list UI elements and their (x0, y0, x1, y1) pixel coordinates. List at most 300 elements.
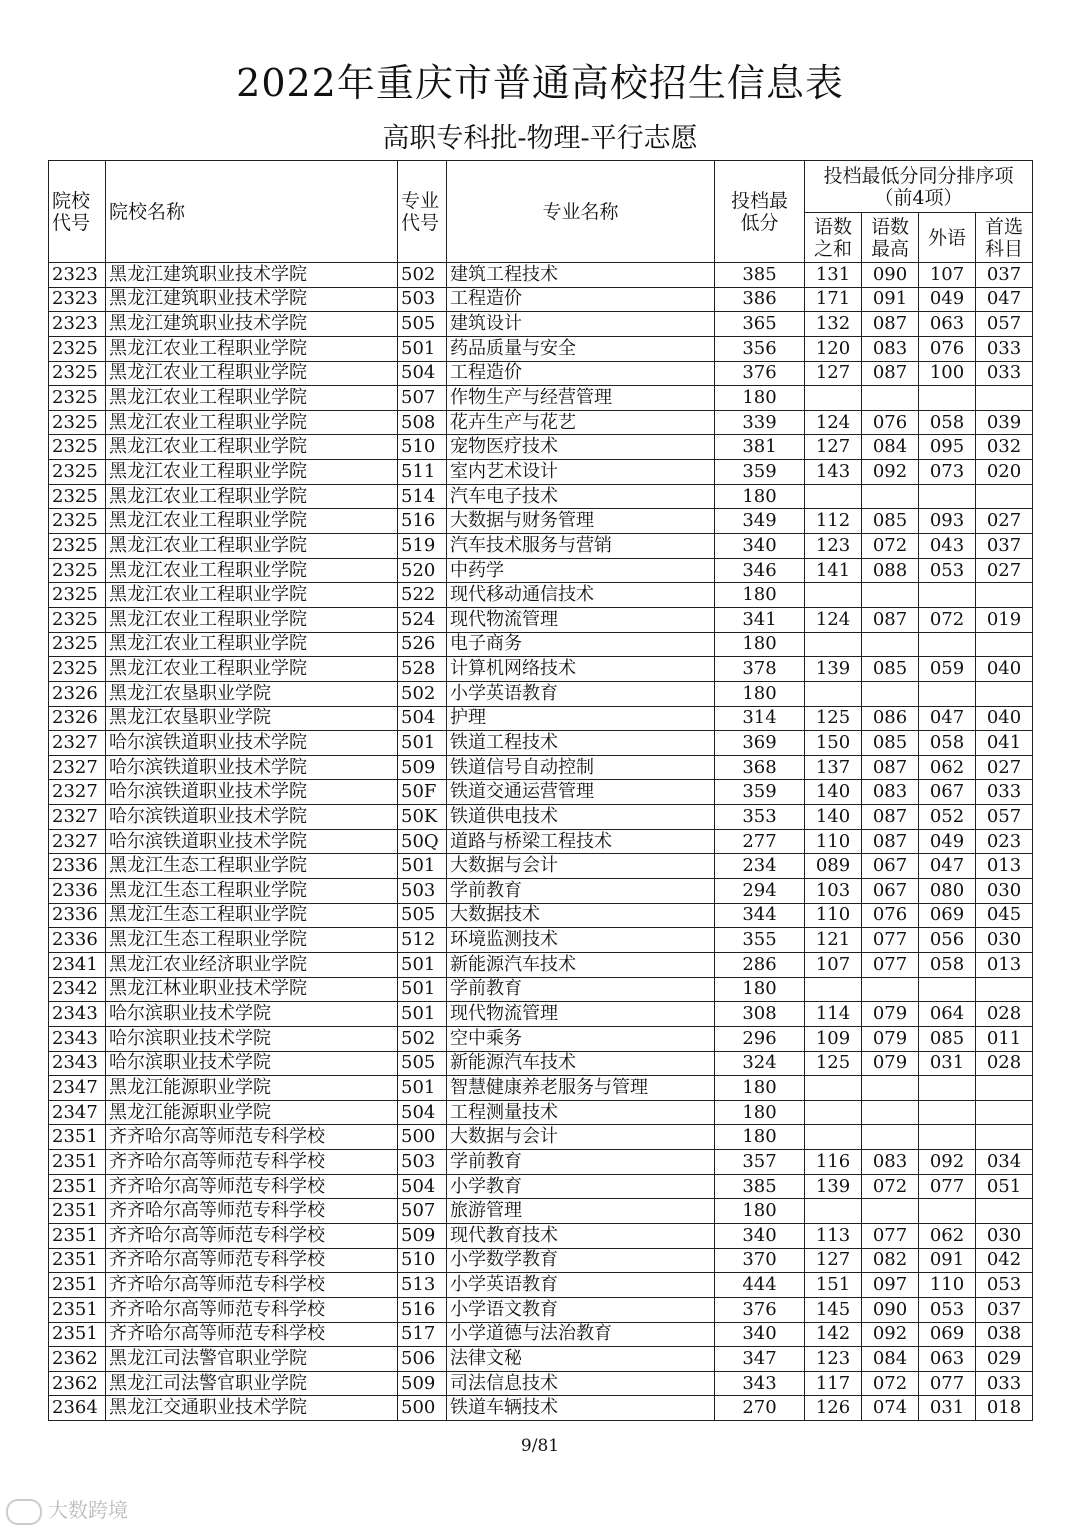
cell-yushu-max: 084 (862, 1347, 919, 1372)
cell-school-name: 黑龙江农垦职业学院 (106, 706, 398, 731)
cell-school-code: 2343 (49, 1002, 106, 1027)
table-row (49, 1150, 1033, 1175)
cell-school-code: 2325 (49, 460, 106, 485)
cell-major-name: 大数据与会计 (447, 854, 715, 879)
cell-yushu-sum (805, 977, 862, 1002)
cell-school-code: 2351 (49, 1273, 106, 1298)
cell-min-score: 344 (715, 903, 805, 928)
cell-major-name: 学前教育 (447, 879, 715, 904)
cell-major-name: 花卉生产与花艺 (447, 410, 715, 435)
cell-school-code: 2362 (49, 1347, 106, 1372)
table-row (49, 484, 1033, 509)
cell-waiyu: 091 (919, 1248, 976, 1273)
table-row (49, 1026, 1033, 1051)
cell-min-score: 180 (715, 1199, 805, 1224)
cell-major-code: 500 (398, 1125, 447, 1150)
cell-major-name: 新能源汽车技术 (447, 1051, 715, 1076)
cell-major-code: 502 (398, 263, 447, 288)
cell-yushu-max: 077 (862, 928, 919, 953)
cell-min-score: 180 (715, 386, 805, 411)
cell-major-code: 50K (398, 805, 447, 830)
cell-min-score: 368 (715, 755, 805, 780)
cell-yushu-sum: 171 (805, 287, 862, 312)
cell-waiyu: 052 (919, 805, 976, 830)
cell-school-code: 2336 (49, 903, 106, 928)
cell-shouxuan: 045 (976, 903, 1033, 928)
cell-school-code: 2325 (49, 361, 106, 386)
cell-yushu-sum: 121 (805, 928, 862, 953)
cell-school-name: 黑龙江农业工程职业学院 (106, 657, 398, 682)
cell-school-code: 2325 (49, 632, 106, 657)
cell-major-code: 507 (398, 1199, 447, 1224)
cell-waiyu: 063 (919, 312, 976, 337)
cell-school-code: 2327 (49, 805, 106, 830)
cell-major-code: 516 (398, 1297, 447, 1322)
cell-school-name: 黑龙江建筑职业技术学院 (106, 263, 398, 288)
cell-school-name: 黑龙江交通职业技术学院 (106, 1396, 398, 1421)
cell-yushu-max: 087 (862, 361, 919, 386)
cell-yushu-sum: 143 (805, 460, 862, 485)
cell-yushu-max: 083 (862, 780, 919, 805)
cell-yushu-sum: 145 (805, 1297, 862, 1322)
cell-major-code: 505 (398, 1051, 447, 1076)
cell-waiyu (919, 681, 976, 706)
cell-waiyu: 043 (919, 534, 976, 559)
cell-major-code: 513 (398, 1273, 447, 1298)
cell-school-code: 2351 (49, 1248, 106, 1273)
cell-yushu-sum: 141 (805, 558, 862, 583)
cell-major-name: 铁道工程技术 (447, 731, 715, 756)
cell-min-score: 347 (715, 1347, 805, 1372)
table-row (49, 1199, 1033, 1224)
cell-school-name: 黑龙江能源职业学院 (106, 1100, 398, 1125)
cell-waiyu (919, 1076, 976, 1101)
cell-waiyu: 067 (919, 780, 976, 805)
cell-shouxuan: 029 (976, 1347, 1033, 1372)
table-row (49, 1076, 1033, 1101)
cell-min-score: 369 (715, 731, 805, 756)
cell-major-name: 护理 (447, 706, 715, 731)
cell-min-score: 376 (715, 361, 805, 386)
cell-shouxuan: 039 (976, 410, 1033, 435)
cell-school-name: 齐齐哈尔高等师范专科学校 (106, 1273, 398, 1298)
cell-major-name: 大数据与会计 (447, 1125, 715, 1150)
cell-school-code: 2351 (49, 1297, 106, 1322)
cell-major-code: 501 (398, 854, 447, 879)
cell-major-code: 504 (398, 361, 447, 386)
cell-major-code: 517 (398, 1322, 447, 1347)
cell-waiyu: 031 (919, 1396, 976, 1421)
cell-major-name: 学前教育 (447, 1150, 715, 1175)
cell-shouxuan: 042 (976, 1248, 1033, 1273)
cell-school-name: 黑龙江农业工程职业学院 (106, 534, 398, 559)
cell-yushu-max: 077 (862, 952, 919, 977)
cell-major-name: 空中乘务 (447, 1026, 715, 1051)
table-row (49, 312, 1033, 337)
cell-waiyu: 049 (919, 829, 976, 854)
cell-yushu-sum: 109 (805, 1026, 862, 1051)
cell-major-code: 500 (398, 1396, 447, 1421)
cell-major-name: 铁道车辆技术 (447, 1396, 715, 1421)
cell-major-name: 小学语文教育 (447, 1297, 715, 1322)
cell-waiyu: 093 (919, 509, 976, 534)
table-row (49, 829, 1033, 854)
cell-major-code: 526 (398, 632, 447, 657)
table-row (49, 287, 1033, 312)
cell-waiyu: 107 (919, 263, 976, 288)
cell-major-code: 522 (398, 583, 447, 608)
table-row (49, 1174, 1033, 1199)
cell-yushu-sum: 140 (805, 780, 862, 805)
cell-waiyu: 059 (919, 657, 976, 682)
cell-school-name: 黑龙江司法警官职业学院 (106, 1371, 398, 1396)
cell-shouxuan: 013 (976, 854, 1033, 879)
cell-min-score: 355 (715, 928, 805, 953)
cell-school-code: 2325 (49, 657, 106, 682)
cell-major-code: 512 (398, 928, 447, 953)
cell-school-name: 黑龙江农业工程职业学院 (106, 435, 398, 460)
cell-yushu-max: 088 (862, 558, 919, 583)
cell-major-name: 小学教育 (447, 1174, 715, 1199)
header-major-name: 专业名称 (447, 161, 715, 263)
cell-shouxuan: 037 (976, 1297, 1033, 1322)
cell-waiyu: 076 (919, 336, 976, 361)
cell-school-code: 2351 (49, 1125, 106, 1150)
cell-yushu-sum: 127 (805, 435, 862, 460)
cell-school-name: 黑龙江农业工程职业学院 (106, 558, 398, 583)
cell-major-name: 工程测量技术 (447, 1100, 715, 1125)
cell-major-code: 504 (398, 1100, 447, 1125)
cell-major-name: 法律文秘 (447, 1347, 715, 1372)
cell-min-score: 343 (715, 1371, 805, 1396)
cell-major-code: 501 (398, 1002, 447, 1027)
cell-shouxuan (976, 583, 1033, 608)
cell-shouxuan: 033 (976, 336, 1033, 361)
cell-waiyu: 085 (919, 1026, 976, 1051)
cell-min-score: 339 (715, 410, 805, 435)
cell-school-name: 黑龙江农业工程职业学院 (106, 632, 398, 657)
cell-school-name: 黑龙江生态工程职业学院 (106, 903, 398, 928)
cell-yushu-max: 092 (862, 1322, 919, 1347)
header-min-score: 投档最低分 (715, 161, 805, 263)
cell-yushu-sum: 110 (805, 829, 862, 854)
table-row (49, 1371, 1033, 1396)
cell-yushu-max: 090 (862, 1297, 919, 1322)
table-row (49, 928, 1033, 953)
table-row (49, 706, 1033, 731)
cell-school-name: 黑龙江生态工程职业学院 (106, 879, 398, 904)
cell-yushu-max: 087 (862, 805, 919, 830)
cell-school-name: 哈尔滨铁道职业技术学院 (106, 780, 398, 805)
cell-major-name: 铁道供电技术 (447, 805, 715, 830)
cell-school-code: 2362 (49, 1371, 106, 1396)
cell-school-name: 黑龙江农业经济职业学院 (106, 952, 398, 977)
table-row (49, 1297, 1033, 1322)
cell-major-name: 新能源汽车技术 (447, 952, 715, 977)
cell-major-code: 528 (398, 657, 447, 682)
cell-yushu-sum (805, 1125, 862, 1150)
cell-waiyu (919, 583, 976, 608)
cell-min-score: 270 (715, 1396, 805, 1421)
cell-major-name: 现代物流管理 (447, 607, 715, 632)
cell-shouxuan (976, 1125, 1033, 1150)
cell-yushu-max: 087 (862, 755, 919, 780)
page-subtitle: 高职专科批-物理-平行志愿 (382, 123, 698, 154)
cell-school-name: 齐齐哈尔高等师范专科学校 (106, 1150, 398, 1175)
cell-school-code: 2351 (49, 1322, 106, 1347)
cell-major-name: 大数据技术 (447, 903, 715, 928)
cell-min-score: 234 (715, 854, 805, 879)
cell-yushu-sum (805, 1076, 862, 1101)
table-row (49, 632, 1033, 657)
table-row (49, 607, 1033, 632)
cell-major-code: 510 (398, 1248, 447, 1273)
cell-yushu-max: 084 (862, 435, 919, 460)
cell-school-name: 黑龙江能源职业学院 (106, 1076, 398, 1101)
cell-school-code: 2325 (49, 534, 106, 559)
cell-shouxuan: 038 (976, 1322, 1033, 1347)
cell-shouxuan: 032 (976, 435, 1033, 460)
cell-yushu-sum: 150 (805, 731, 862, 756)
cell-yushu-max: 097 (862, 1273, 919, 1298)
watermark (6, 1494, 128, 1525)
cell-major-name: 药品质量与安全 (447, 336, 715, 361)
cell-school-name: 齐齐哈尔高等师范专科学校 (106, 1125, 398, 1150)
cell-waiyu: 049 (919, 287, 976, 312)
cell-school-code: 2364 (49, 1396, 106, 1421)
cell-school-name: 齐齐哈尔高等师范专科学校 (106, 1248, 398, 1273)
cell-yushu-sum: 112 (805, 509, 862, 534)
cell-waiyu: 058 (919, 410, 976, 435)
cell-yushu-sum: 114 (805, 1002, 862, 1027)
cell-school-name: 哈尔滨铁道职业技术学院 (106, 731, 398, 756)
cell-school-name: 哈尔滨铁道职业技术学院 (106, 829, 398, 854)
cell-yushu-max: 074 (862, 1396, 919, 1421)
cell-school-code: 2325 (49, 558, 106, 583)
cell-waiyu: 053 (919, 1297, 976, 1322)
cell-major-name: 工程造价 (447, 361, 715, 386)
cell-school-name: 哈尔滨职业技术学院 (106, 1026, 398, 1051)
cell-yushu-max: 076 (862, 410, 919, 435)
cell-min-score: 346 (715, 558, 805, 583)
cell-waiyu (919, 386, 976, 411)
cell-school-code: 2325 (49, 336, 106, 361)
cell-yushu-sum: 140 (805, 805, 862, 830)
cell-shouxuan: 037 (976, 263, 1033, 288)
cell-school-name: 黑龙江建筑职业技术学院 (106, 287, 398, 312)
table-row (49, 952, 1033, 977)
table-row (49, 558, 1033, 583)
cell-yushu-max (862, 583, 919, 608)
cell-school-name: 哈尔滨职业技术学院 (106, 1051, 398, 1076)
table-row (49, 1002, 1033, 1027)
cell-waiyu (919, 977, 976, 1002)
cell-shouxuan: 019 (976, 607, 1033, 632)
cell-yushu-max (862, 632, 919, 657)
cell-shouxuan: 051 (976, 1174, 1033, 1199)
cell-min-score: 370 (715, 1248, 805, 1273)
cell-min-score: 286 (715, 952, 805, 977)
cell-yushu-max: 072 (862, 1174, 919, 1199)
table-row (49, 1223, 1033, 1248)
cell-school-name: 黑龙江农业工程职业学院 (106, 460, 398, 485)
cell-min-score: 180 (715, 1125, 805, 1150)
table-row (49, 583, 1033, 608)
table-row (49, 755, 1033, 780)
table-row (49, 386, 1033, 411)
cell-shouxuan: 027 (976, 755, 1033, 780)
cell-major-name: 电子商务 (447, 632, 715, 657)
cell-shouxuan: 030 (976, 928, 1033, 953)
cell-min-score: 180 (715, 681, 805, 706)
cell-waiyu: 092 (919, 1150, 976, 1175)
cell-school-code: 2336 (49, 928, 106, 953)
cell-major-code: 510 (398, 435, 447, 460)
cell-major-code: 503 (398, 879, 447, 904)
cell-min-score: 349 (715, 509, 805, 534)
cell-min-score: 444 (715, 1273, 805, 1298)
cell-major-code: 501 (398, 1076, 447, 1101)
table-row (49, 854, 1033, 879)
cell-major-name: 现代教育技术 (447, 1223, 715, 1248)
cell-major-code: 50F (398, 780, 447, 805)
table-row (49, 1100, 1033, 1125)
cell-major-code: 509 (398, 1371, 447, 1396)
cell-major-code: 516 (398, 509, 447, 534)
weibo-logo-icon (6, 1499, 42, 1525)
cell-school-name: 黑龙江农业工程职业学院 (106, 583, 398, 608)
cell-yushu-sum: 151 (805, 1273, 862, 1298)
cell-waiyu: 072 (919, 607, 976, 632)
table-row (49, 903, 1033, 928)
table-body (49, 263, 1033, 1421)
cell-school-code: 2336 (49, 879, 106, 904)
cell-min-score: 180 (715, 632, 805, 657)
cell-yushu-max: 086 (862, 706, 919, 731)
cell-waiyu: 064 (919, 1002, 976, 1027)
cell-major-name: 中药学 (447, 558, 715, 583)
cell-school-name: 黑龙江农业工程职业学院 (106, 361, 398, 386)
cell-school-name: 黑龙江农业工程职业学院 (106, 509, 398, 534)
cell-school-name: 齐齐哈尔高等师范专科学校 (106, 1223, 398, 1248)
cell-major-name: 大数据与财务管理 (447, 509, 715, 534)
cell-school-name: 黑龙江建筑职业技术学院 (106, 312, 398, 337)
cell-min-score: 294 (715, 879, 805, 904)
cell-waiyu: 062 (919, 755, 976, 780)
cell-yushu-sum: 124 (805, 607, 862, 632)
cell-major-name: 工程造价 (447, 287, 715, 312)
cell-school-code: 2351 (49, 1174, 106, 1199)
cell-major-name: 学前教育 (447, 977, 715, 1002)
cell-shouxuan (976, 484, 1033, 509)
cell-major-code: 501 (398, 731, 447, 756)
cell-major-code: 519 (398, 534, 447, 559)
cell-school-name: 黑龙江农业工程职业学院 (106, 386, 398, 411)
cell-min-score: 385 (715, 1174, 805, 1199)
cell-school-code: 2323 (49, 287, 106, 312)
cell-major-code: 504 (398, 1174, 447, 1199)
cell-major-name: 汽车电子技术 (447, 484, 715, 509)
table-row (49, 1347, 1033, 1372)
cell-yushu-sum: 123 (805, 534, 862, 559)
page-number: 9/81 (520, 1436, 560, 1456)
table-row (49, 410, 1033, 435)
table-row (49, 657, 1033, 682)
cell-waiyu: 080 (919, 879, 976, 904)
cell-yushu-max: 079 (862, 1026, 919, 1051)
cell-major-code: 508 (398, 410, 447, 435)
cell-yushu-sum (805, 484, 862, 509)
cell-yushu-max: 083 (862, 1150, 919, 1175)
page-title: 2022年重庆市普通高校招生信息表 (236, 61, 844, 105)
cell-waiyu (919, 1100, 976, 1125)
cell-major-code: 50Q (398, 829, 447, 854)
cell-yushu-sum: 132 (805, 312, 862, 337)
cell-school-code: 2347 (49, 1100, 106, 1125)
cell-yushu-sum: 103 (805, 879, 862, 904)
cell-major-name: 旅游管理 (447, 1199, 715, 1224)
cell-yushu-max: 072 (862, 1371, 919, 1396)
cell-min-score: 180 (715, 977, 805, 1002)
table-row (49, 977, 1033, 1002)
cell-min-score: 340 (715, 1223, 805, 1248)
cell-min-score: 378 (715, 657, 805, 682)
cell-waiyu: 077 (919, 1371, 976, 1396)
cell-waiyu (919, 1199, 976, 1224)
cell-shouxuan: 023 (976, 829, 1033, 854)
cell-waiyu: 058 (919, 952, 976, 977)
cell-major-code: 505 (398, 903, 447, 928)
cell-shouxuan: 057 (976, 312, 1033, 337)
cell-yushu-max (862, 484, 919, 509)
cell-school-code: 2351 (49, 1150, 106, 1175)
cell-yushu-sum (805, 1100, 862, 1125)
cell-major-name: 小学道德与法治教育 (447, 1322, 715, 1347)
cell-min-score: 359 (715, 460, 805, 485)
cell-yushu-max: 085 (862, 509, 919, 534)
cell-school-code: 2323 (49, 312, 106, 337)
cell-yushu-max: 092 (862, 460, 919, 485)
cell-waiyu: 073 (919, 460, 976, 485)
cell-yushu-max: 079 (862, 1002, 919, 1027)
cell-shouxuan: 027 (976, 558, 1033, 583)
cell-major-name: 建筑设计 (447, 312, 715, 337)
table-row (49, 1396, 1033, 1421)
header-shouxuan: 首选科目 (976, 213, 1033, 263)
table-row (49, 263, 1033, 288)
cell-school-code: 2326 (49, 706, 106, 731)
table-row (49, 1273, 1033, 1298)
table-row (49, 460, 1033, 485)
cell-school-name: 哈尔滨职业技术学院 (106, 1002, 398, 1027)
cell-yushu-sum: 131 (805, 263, 862, 288)
cell-shouxuan: 011 (976, 1026, 1033, 1051)
cell-major-code: 501 (398, 336, 447, 361)
cell-major-name: 道路与桥梁工程技术 (447, 829, 715, 854)
cell-school-code: 2327 (49, 829, 106, 854)
cell-yushu-sum: 127 (805, 361, 862, 386)
cell-school-name: 黑龙江生态工程职业学院 (106, 928, 398, 953)
cell-major-code: 503 (398, 287, 447, 312)
cell-min-score: 381 (715, 435, 805, 460)
cell-shouxuan: 037 (976, 534, 1033, 559)
cell-major-code: 503 (398, 1150, 447, 1175)
cell-major-code: 509 (398, 755, 447, 780)
cell-waiyu: 063 (919, 1347, 976, 1372)
cell-waiyu: 069 (919, 1322, 976, 1347)
cell-yushu-sum: 127 (805, 1248, 862, 1273)
cell-shouxuan: 033 (976, 1371, 1033, 1396)
